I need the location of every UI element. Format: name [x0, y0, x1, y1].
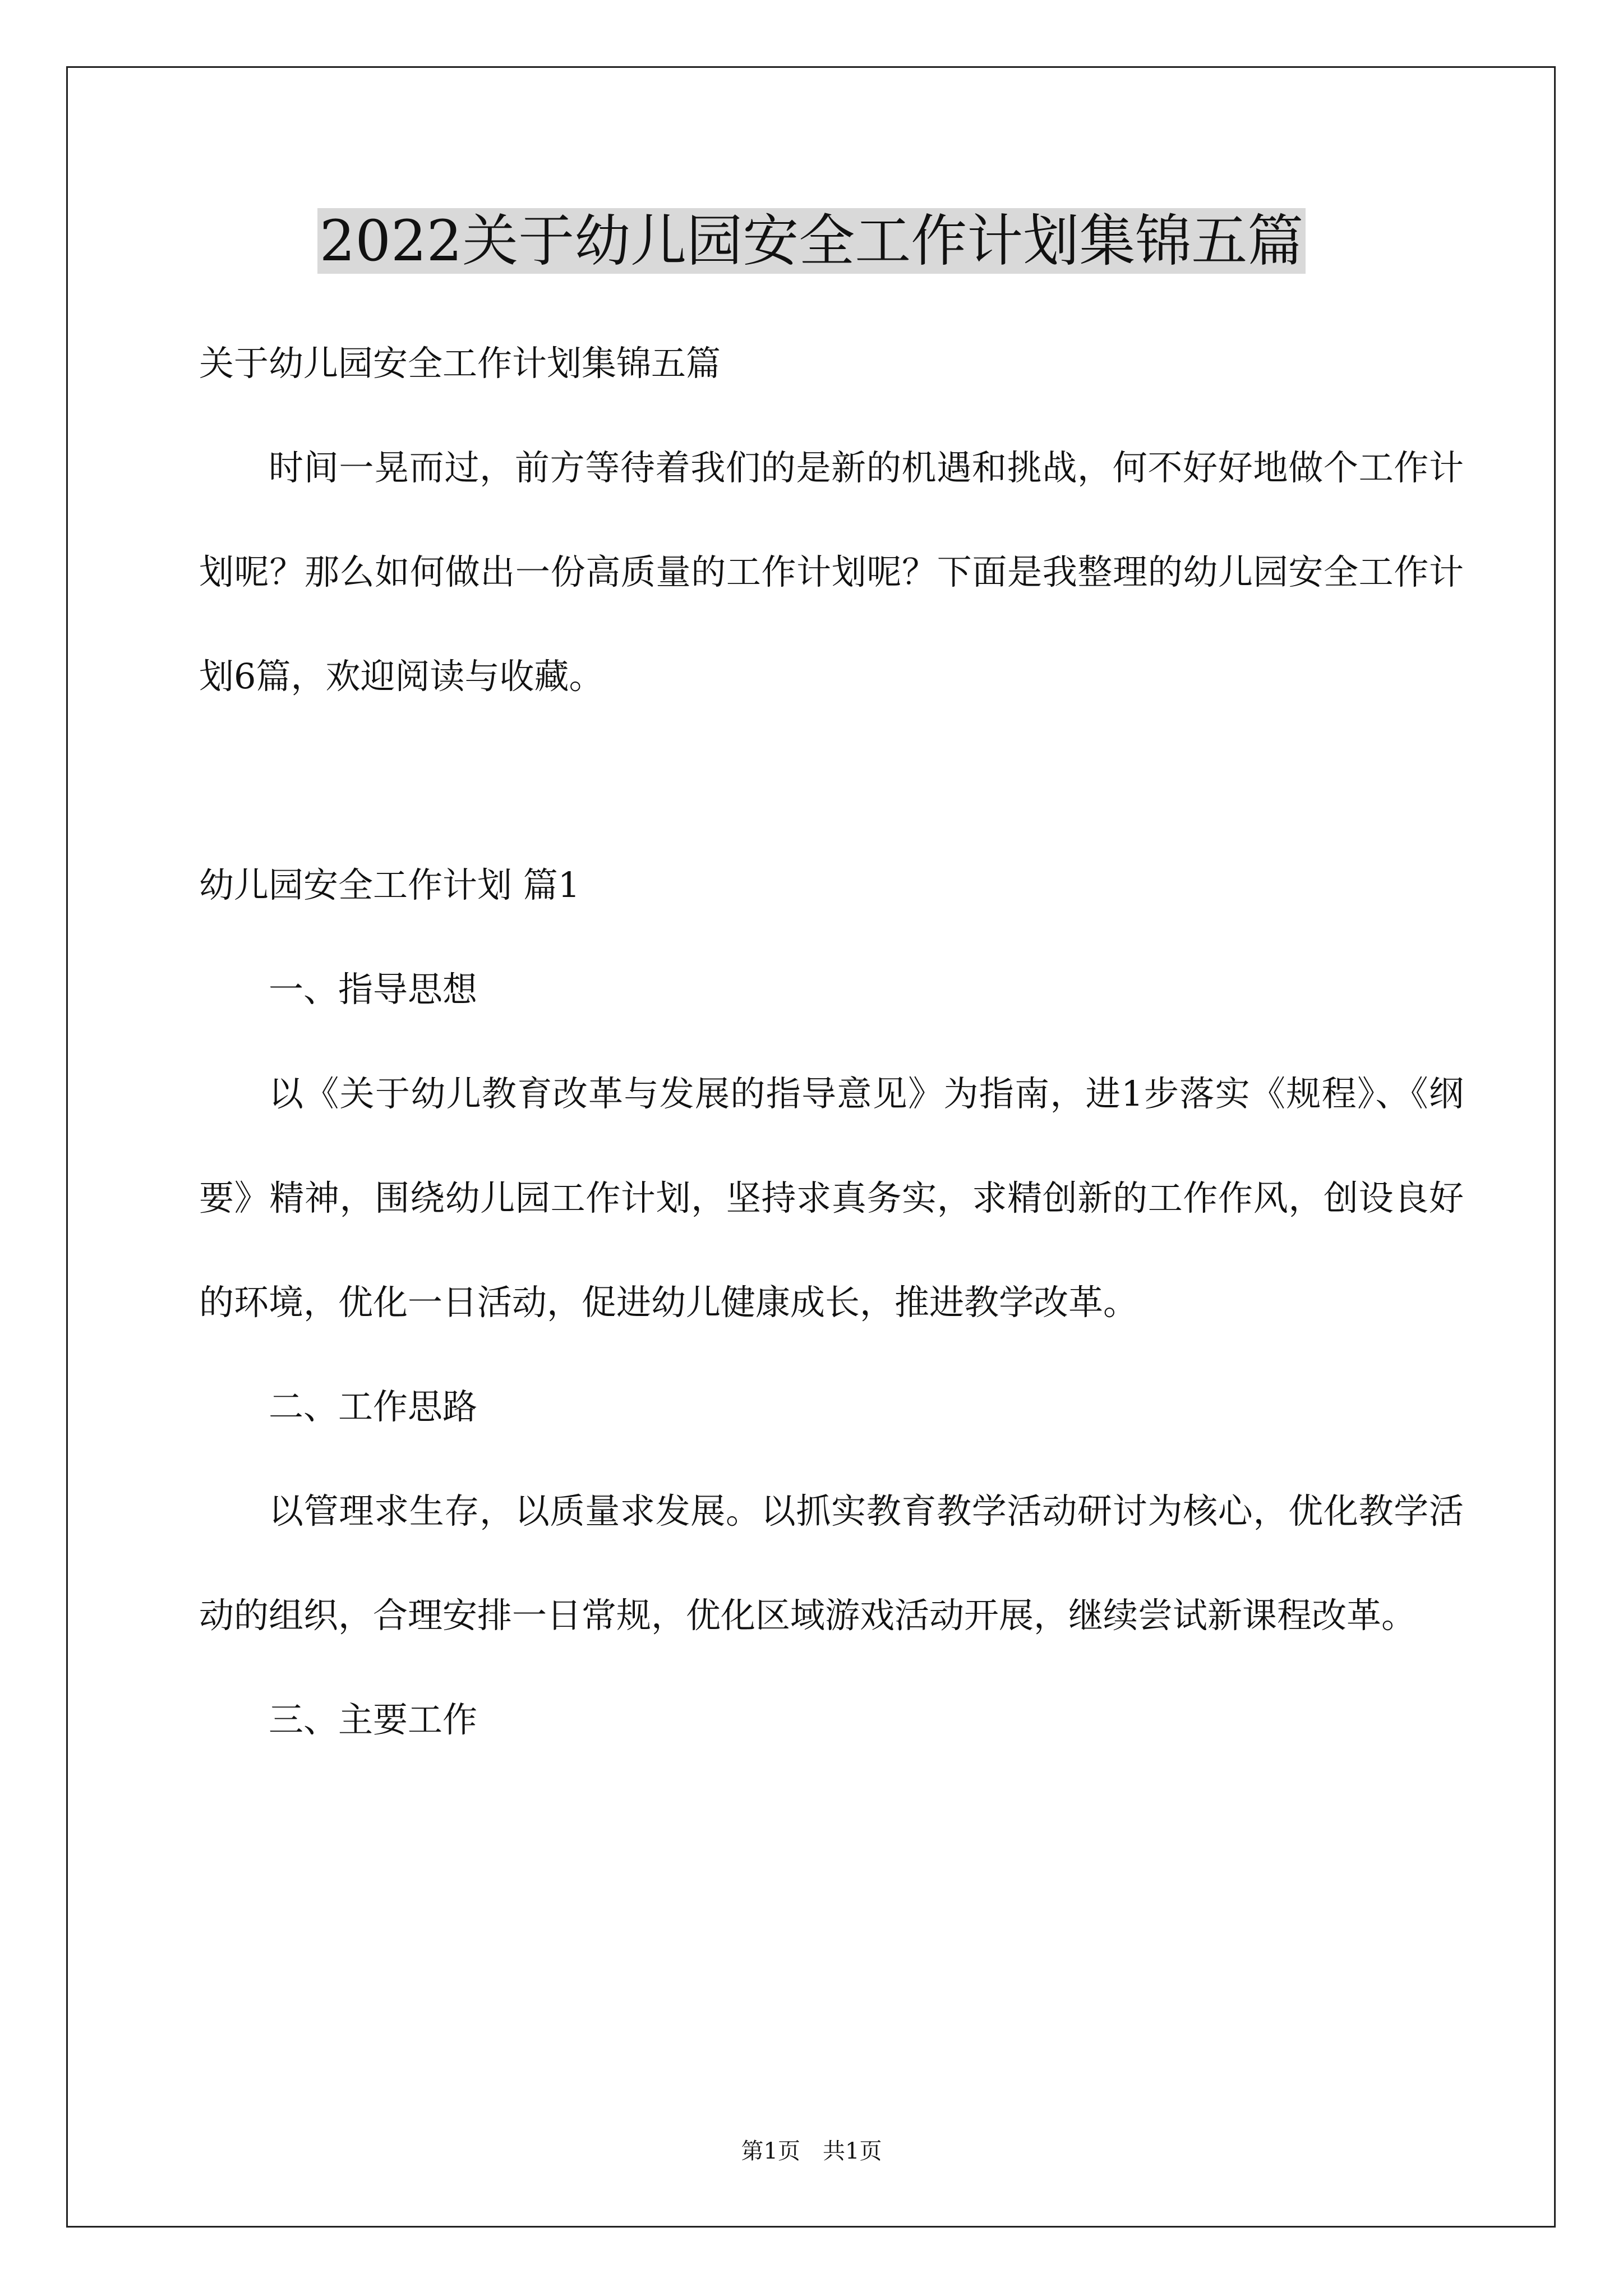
paragraph-guiding-ideology: 以《关于幼儿教育改革与发展的指导意见》为指南，进1步落实《规程》、《纲要》精神，围绕幼儿园工作计划，坚持求真务实，求精创新的工作作风，创设良好的环境，优化一日活动，促进幼儿健康成长，推进教学改革。	[199, 1073, 1464, 1323]
section-heading: 幼儿园安全工作计划 篇1	[199, 864, 580, 905]
intro-paragraph: 时间一晃而过，前方等待着我们的是新的机遇和挑战，何不好好地做个工作计划呢？那么如何做出一份高质量的工作计划呢？下面是我整理的幼儿园安全工作计划6篇，欢迎阅读与收藏。	[199, 447, 1464, 697]
subtitle: 关于幼儿园安全工作计划集锦五篇	[199, 343, 721, 384]
heading-main-work: 三、主要工作	[269, 1699, 478, 1740]
heading-guiding-ideology: 一、指导思想	[269, 969, 478, 1010]
paragraph-work-approach: 以管理求生存，以质量求发展。以抓实教育教学活动研讨为核心，优化教学活动的组织，合理安排一日常规，优化区域游戏活动开展，继续尝试新课程改革。	[199, 1490, 1464, 1636]
document-title-text: 2022关于幼儿园安全工作计划集锦五篇	[317, 208, 1306, 274]
document-body	[199, 311, 1464, 1772]
heading-work-approach: 二、工作思路	[269, 1386, 478, 1427]
document-title	[0, 202, 1623, 280]
page-footer: 第1页 共1页	[741, 2138, 882, 2164]
